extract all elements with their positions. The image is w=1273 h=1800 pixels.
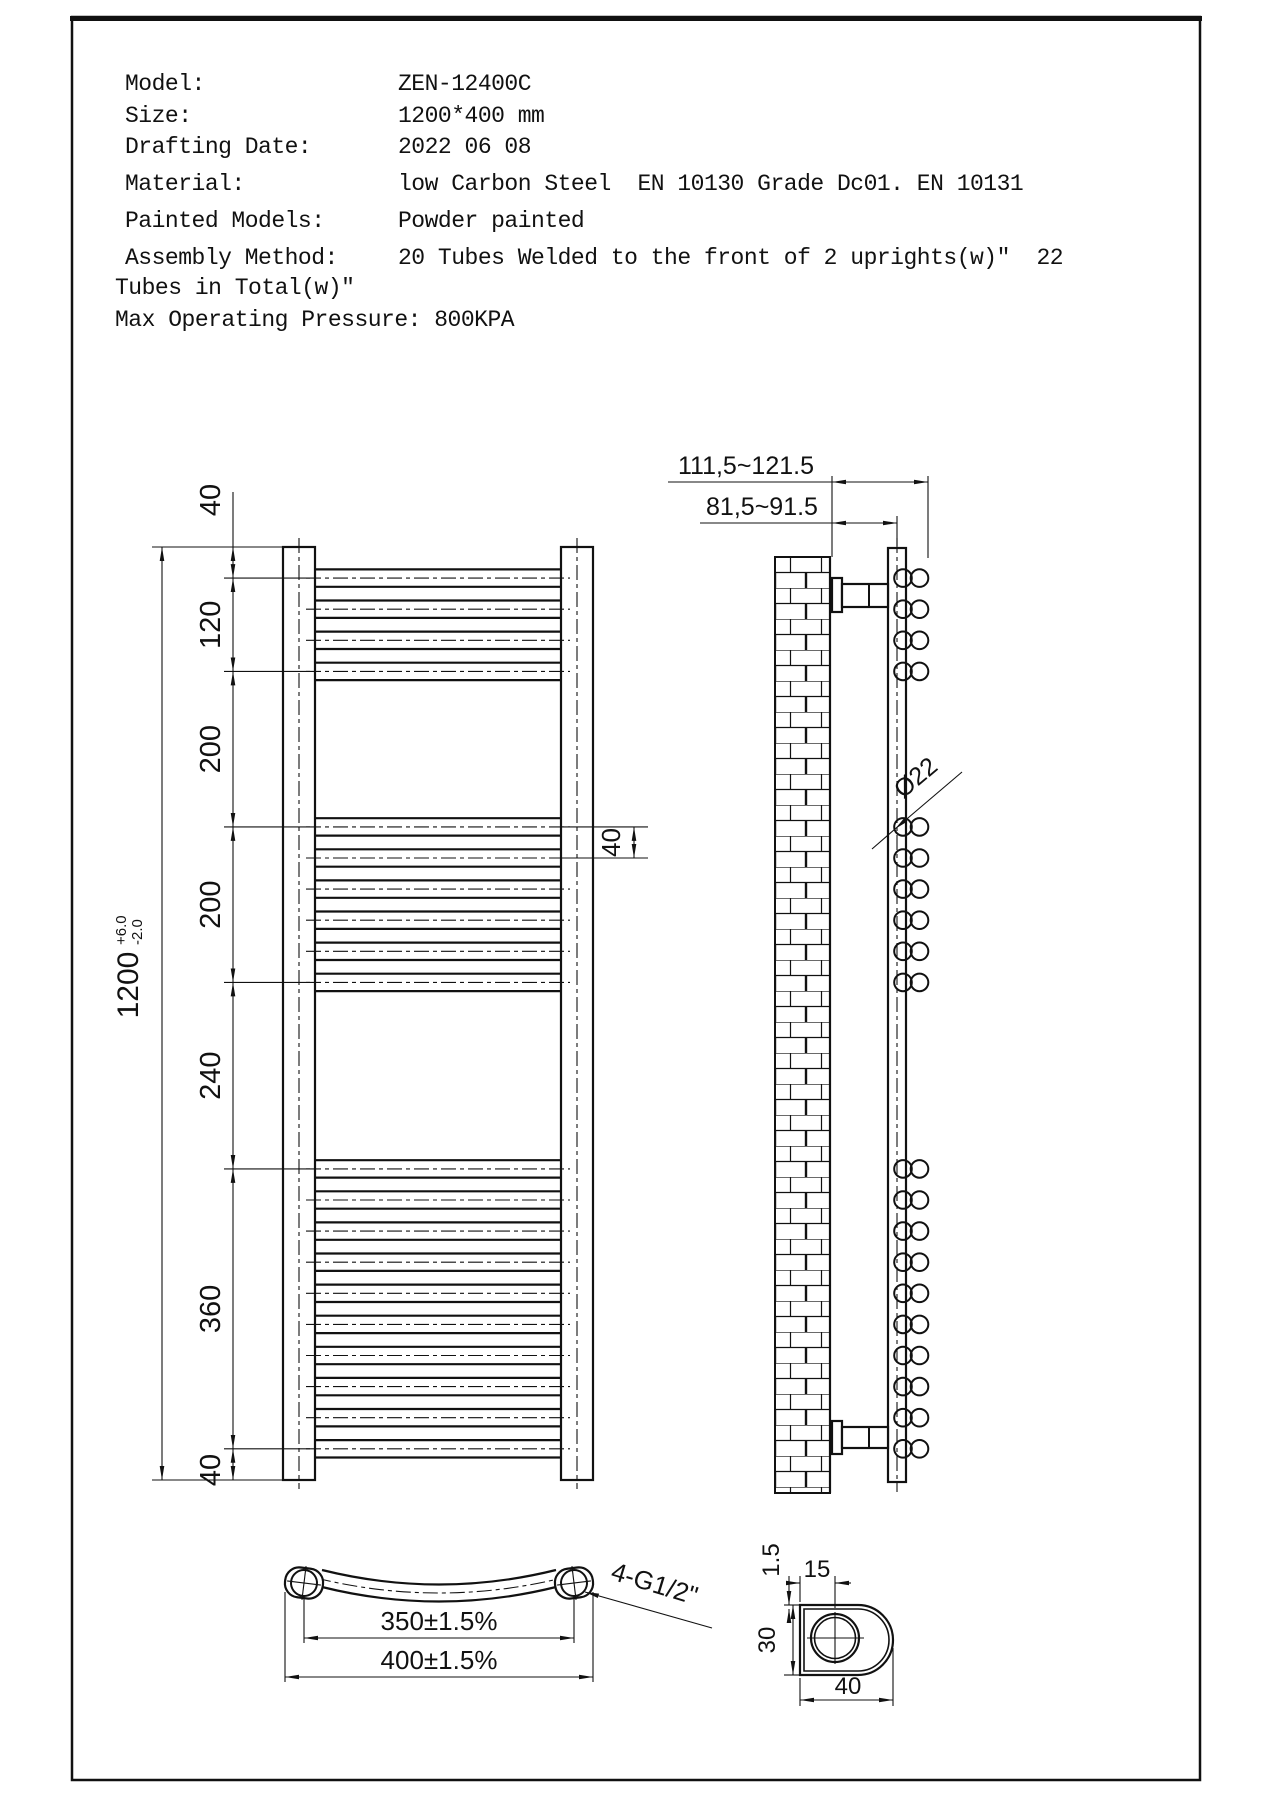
tube [306, 974, 570, 991]
tube [306, 1160, 570, 1177]
spec-label-size: Size: [125, 103, 192, 129]
dim-label-seg-40-bottom: 40 [195, 1453, 227, 1487]
overall-height-dim [112, 915, 146, 1018]
tube [306, 569, 570, 586]
tube [306, 1440, 570, 1457]
tube [306, 880, 570, 897]
tube [306, 1191, 570, 1208]
dim-label-seg-200a: 200 [195, 725, 227, 774]
spec-block [115, 71, 1063, 333]
dim-label-seg-40-top: 40 [195, 483, 227, 517]
bottom-view [283, 1556, 712, 1682]
dim-label-seg-120: 120 [195, 600, 227, 649]
dim-label-tube-diameter: Ø22 [888, 751, 943, 804]
dim-label-seg-360: 360 [195, 1284, 227, 1334]
spec-label-painted: Painted Models: [125, 208, 325, 234]
spec-assembly-continuation: Tubes in Total(w)" [115, 275, 355, 301]
tube [306, 663, 570, 680]
spec-label-material: Material: [125, 171, 245, 197]
spec-value-model: ZEN-12400C [398, 71, 532, 97]
tube [306, 943, 570, 960]
tube [306, 1222, 570, 1239]
spec-label-assembly: Assembly Method: [125, 245, 338, 271]
spec-label-date: Drafting Date: [125, 134, 312, 160]
wall-section [775, 557, 830, 1493]
dim-label-offset: 15 [803, 1556, 831, 1583]
spec-max-pressure: Max Operating Pressure: 800KPA [115, 307, 515, 333]
upper-bracket [832, 578, 888, 612]
dim-label-wall-to-center: 81,5~91.5 [706, 493, 818, 521]
dim-label-connections: 4-G1/2" [607, 1556, 702, 1611]
tube [306, 1285, 570, 1302]
spec-value-painted: Powder painted [398, 208, 585, 234]
tube [306, 1378, 570, 1395]
dim-label-wall-to-front: 111,5~121.5 [677, 452, 815, 480]
tube [306, 849, 570, 866]
front-view [112, 484, 648, 1489]
tube [306, 1316, 570, 1333]
dim-label-thickness: 1.5 [758, 1543, 785, 1577]
tube [306, 1409, 570, 1426]
dim-label-overall-tol-minus: -2.0 [129, 919, 146, 945]
dim-label-width: 40 [834, 1673, 862, 1700]
spec-label-model: Model: [125, 71, 205, 97]
dim-label-centers: 350±1.5% [380, 1606, 498, 1636]
dim-label-overall-height: 1200 [112, 951, 145, 1019]
tube [306, 818, 570, 835]
side-view [668, 452, 962, 1493]
tube [306, 1347, 570, 1364]
tube [306, 912, 570, 929]
spec-value-date: 2022 06 08 [398, 134, 532, 160]
dim-label-seg-200b: 200 [195, 880, 227, 929]
dim-label-tube-pitch: 40 [596, 828, 626, 857]
dim-label-seg-240: 240 [195, 1051, 227, 1100]
spec-value-size: 1200*400 mm [398, 103, 545, 129]
dim-label-height: 30 [754, 1626, 781, 1654]
dim-label-overall-tol-plus: +6.0 [113, 915, 130, 945]
tube [306, 632, 570, 649]
tube [306, 601, 570, 618]
spec-value-assembly: 20 Tubes Welded to the front of 2 uprights(w)" 22 [398, 245, 1064, 271]
tube [306, 1254, 570, 1271]
lower-bracket [832, 1421, 888, 1454]
bracket-detail-view [754, 1543, 893, 1706]
spec-value-material: low Carbon Steel EN 10130 Grade Dc01. EN 10131 [398, 171, 1024, 197]
dim-label-overall-width: 400±1.5% [380, 1645, 498, 1675]
